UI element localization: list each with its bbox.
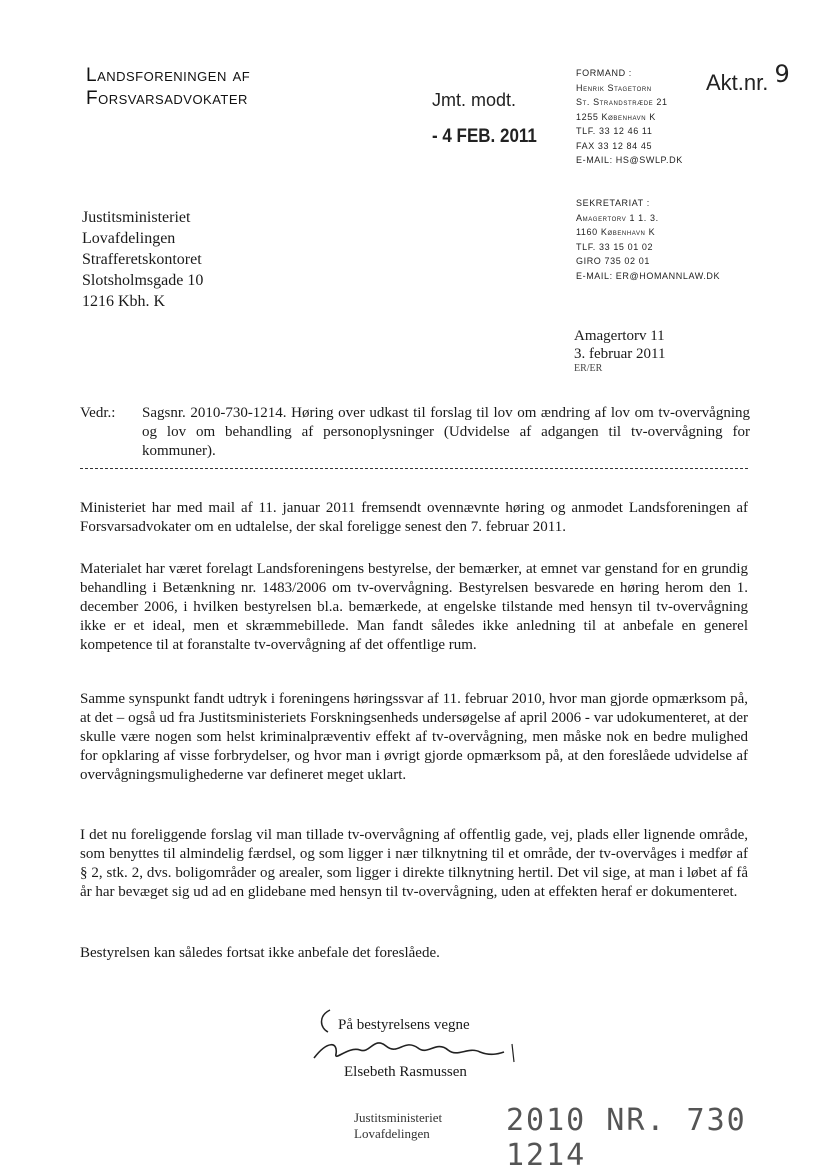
- chairman-heading: FORMAND :: [576, 68, 632, 78]
- secretariat-street: Amagertorv 1 1. 3.: [576, 212, 659, 223]
- body-paragraph: Materialet har været forelagt Landsforeningens bestyrelse, der bemærker, at emnet var genstand for en grundig behandling i Betænkning nr. 1483/2006 om tv-overvågning. Bestyrelsen besvarede en høring herom den 1. december 2006, i hvilken bestyrelsen bl.a. bemærkede, at engelske tilstande med hensyn til tv-overvågning ikke er et ideal, men et skræmmebillede. Man fandt således ikke anledning til at anbefale en generel kompetence til at foranstalte tv-overvågning af det offentlige rum.: [80, 561, 748, 653]
- organization-name-line2: Forsvarsadvokater: [86, 88, 248, 109]
- chairman-contact: [576, 66, 683, 168]
- subject-divider: [80, 468, 748, 469]
- letter-place: Amagertorv 11: [574, 328, 665, 344]
- akt-nr-annotation: [706, 60, 790, 96]
- subject-text: Sagsnr. 2010-730-1214. Høring over udkast til forslag til lov om ændring af lov om tv-overvågning og lov om behandling af personoplysninger (Udvidelse af adgangen til tv-overvågning for kommuner).: [142, 405, 750, 459]
- ministry-stamp-line2: Lovafdelingen: [354, 1126, 430, 1141]
- received-stamp-date: - 4 FEB. 2011: [432, 124, 537, 147]
- body-paragraph: I det nu foreliggende forslag vil man tillade tv-overvågning af offentlig gade, vej, plads eller lignende område, som benyttes til almindelig færdsel, og som ligger i nær tilknytning til et område, der tv-overvåges i medfør af § 2, stk. 2, dvs. boligområder og arealer, som ligger i direkte tilknytning hertil. Det vil sige, at man i løbet af få år har bevæget sig ud ad en glidebane med hensyn til tv-overvågning, uden at effekten heraf er dokumenteret.: [80, 827, 748, 900]
- body-paragraph: Bestyrelsen kan således fortsat ikke anbefale det foreslåede.: [80, 945, 440, 961]
- letter-reference: ER/ER: [574, 363, 603, 374]
- body-paragraph: Samme synspunkt fandt udtryk i foreningens høringssvar af 11. februar 2010, hvor man gjorde opmærksom på, at det – også ud fra Justitsministeriets Forskningsenheds undersøgelse af april 2006 - var udokumenteret, at der skulle være nogen som helst kriminalpræventiv effekt af tv-overvågning, men måske nok en bedre mulighed for opklaring af visse forbrydelser, og hvor man i øvrigt gjorde opmærksom på, at den foreslåede udvidelse af overvågningsmulighederne var defineret meget uklart.: [80, 691, 748, 783]
- secretariat-giro: GIRO 735 02 01: [576, 256, 650, 266]
- organization-name-line1: Landsforeningen af: [86, 65, 251, 86]
- chairman-street: St. Strandstræde 21: [576, 97, 668, 107]
- letter-date: 3. februar 2011: [574, 346, 666, 362]
- ministry-stamp: [354, 1110, 442, 1142]
- secretariat-email: E-MAIL: ER@HOMANNLAW.DK: [576, 270, 721, 281]
- chairman-phone: TLF. 33 12 46 11: [576, 126, 653, 136]
- recipient-line: Slotsholmsgade 10: [82, 272, 204, 289]
- subject-label: Vedr.:: [80, 405, 116, 421]
- chairman-email: E-MAIL: HS@SWLP.DK: [576, 155, 683, 165]
- recipient-line: Lovafdelingen: [82, 230, 176, 247]
- recipient-line: Justitsministeriet: [82, 209, 191, 226]
- body-paragraph: Ministeriet har med mail af 11. januar 2011 fremsendt ovennævnte høring og anmodet Landsforeningen af Forsvarsadvokater om en udtalelse, der skal foreligge senest den 7. februar 2011.: [80, 500, 748, 535]
- recipient-address: [82, 207, 203, 312]
- chairman-name: Henrik Stagetorn: [576, 82, 652, 93]
- recipient-line: Strafferetskontoret: [82, 251, 202, 268]
- letter-date-block: [574, 327, 666, 375]
- ministry-stamp-line1: Justitsministeriet: [354, 1110, 443, 1125]
- case-number-stamp: 2010 NR. 730 1214: [506, 1103, 747, 1173]
- organization-name: [86, 64, 250, 110]
- chairman-fax: FAX 33 12 84 45: [576, 140, 653, 151]
- secretariat-city: 1160 København K: [576, 227, 656, 237]
- subject-block: [80, 404, 750, 461]
- secretariat-heading: SEKRETARIAT :: [576, 198, 650, 208]
- received-stamp-label: Jmt. modt.: [432, 90, 517, 110]
- chairman-city: 1255 København K: [576, 111, 656, 122]
- secretariat-contact: [576, 196, 720, 283]
- akt-nr-number: 9: [774, 60, 790, 88]
- secretariat-phone: TLF. 33 15 01 02: [576, 241, 654, 252]
- akt-nr-label: Akt.nr.: [706, 70, 769, 95]
- signature-name: Elsebeth Rasmussen: [344, 1064, 467, 1080]
- recipient-line: 1216 Kbh. K: [82, 293, 166, 310]
- signature-on-behalf: På bestyrelsens vegne: [338, 1017, 470, 1033]
